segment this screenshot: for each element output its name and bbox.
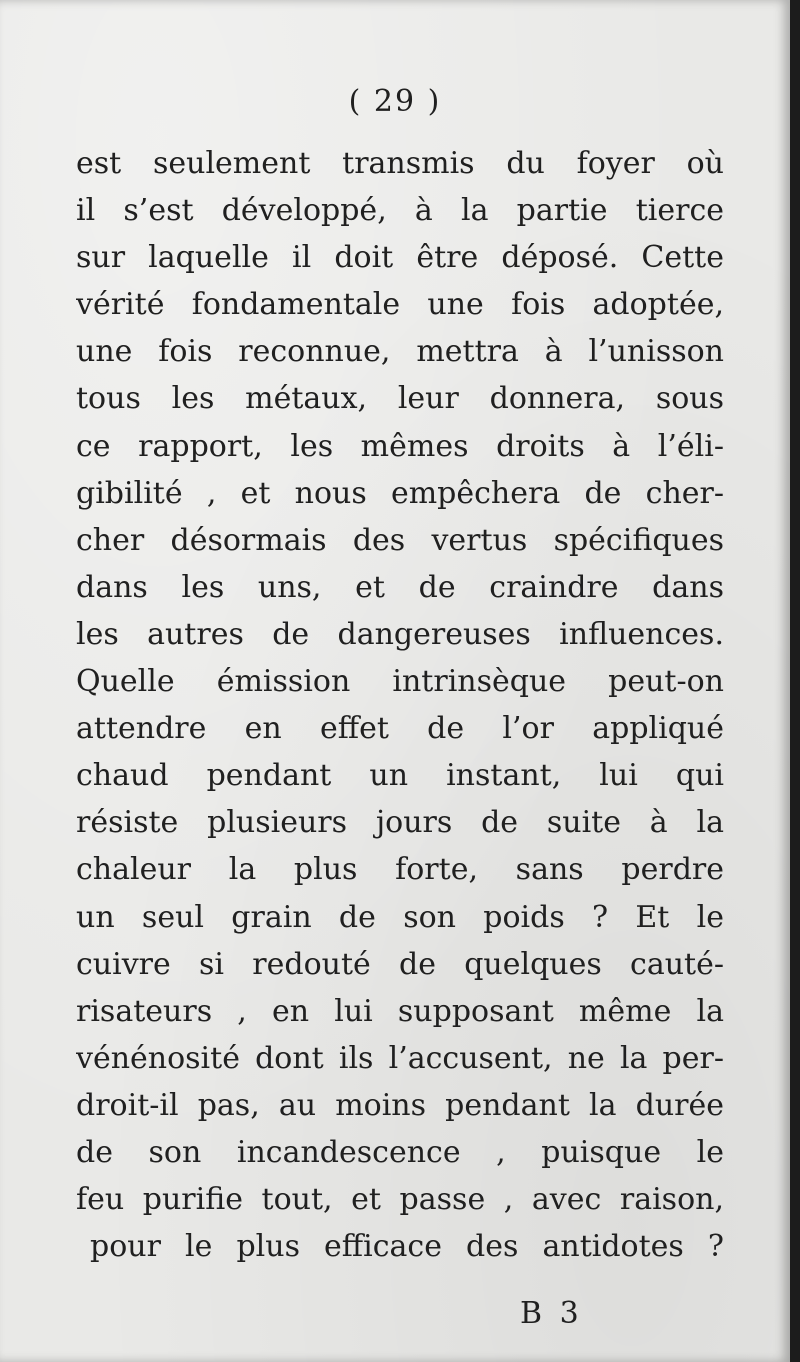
text-line: attendre en effet de l’or appliqué: [76, 711, 724, 747]
text-line: sur laquelle il doit être déposé. Cette: [76, 240, 724, 276]
text-line: chaleur la plus forte, sans perdre: [76, 852, 724, 888]
text-line: pour le plus efficace des antidotes ?: [90, 1229, 724, 1265]
text-line: gibilité , et nous empêchera de cher-: [76, 475, 724, 511]
body-text: [76, 140, 724, 1270]
page-number: ( 29 ): [348, 84, 442, 119]
text-line: droit-il pas, au moins pendant la durée: [76, 1087, 724, 1123]
text-line: est seulement transmis du foyer où: [76, 146, 724, 181]
text-line: vénénosité dont ils l’accusent, ne la per-: [76, 1040, 724, 1076]
text-line: cuivre si redouté de quelques cauté-: [76, 946, 724, 982]
text-line: vérité fondamentale une fois adoptée,: [76, 287, 724, 323]
text-line: il s’est développé, à la partie tierce: [76, 193, 724, 229]
text-line: chaud pendant un instant, lui qui: [76, 758, 724, 794]
text-line: Quelle émission intrinsèque peut-on: [76, 664, 724, 700]
text-line: dans les uns, et de craindre dans: [76, 569, 724, 605]
text-line: une fois reconnue, mettra à l’unisson: [76, 334, 724, 370]
text-line: résiste plusieurs jours de suite à la: [76, 805, 724, 841]
text-line: feu purifie tout, et passe , avec raison,: [76, 1182, 724, 1218]
text-line: les autres de dangereuses influences.: [76, 616, 724, 652]
signature-mark: B 3: [520, 1296, 583, 1331]
text-line: un seul grain de son poids ? Et le: [76, 899, 724, 935]
text-line: cher désormais des vertus spécifiques: [76, 522, 724, 558]
text-line: de son incandescence , puisque le: [76, 1134, 724, 1170]
text-line: risateurs , en lui supposant même la: [76, 993, 724, 1029]
text-line: tous les métaux, leur donnera, sous: [76, 381, 724, 417]
text-line: ce rapport, les mêmes droits à l’éli-: [76, 428, 724, 464]
